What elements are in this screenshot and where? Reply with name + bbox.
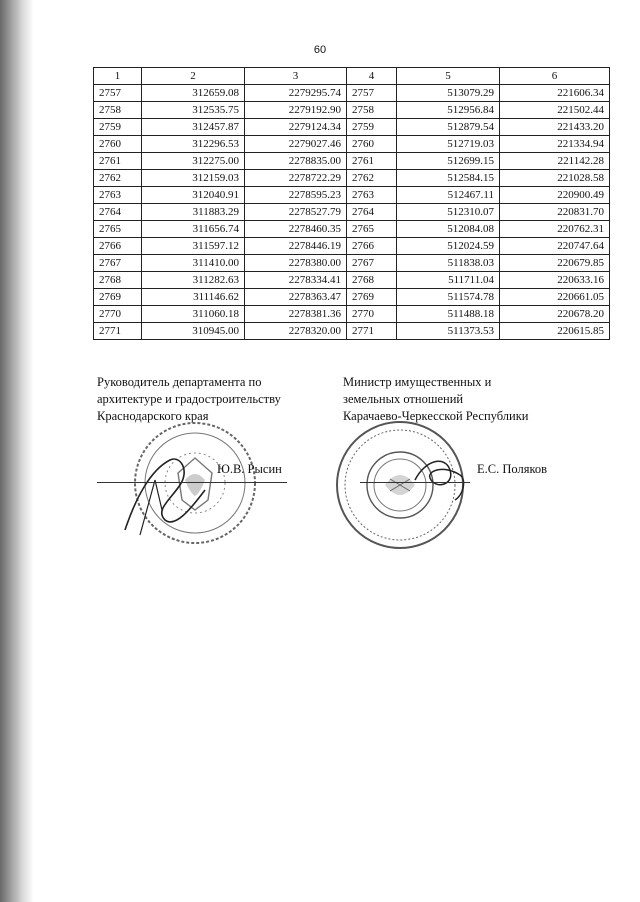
table-cell: 311060.18 <box>142 306 245 323</box>
table-cell: 2766 <box>347 238 397 255</box>
table-cell: 2768 <box>347 272 397 289</box>
table-cell: 2278381.36 <box>245 306 347 323</box>
coordinates-table <box>93 67 610 340</box>
table-body <box>94 85 610 340</box>
table-cell: 511373.53 <box>397 323 500 340</box>
table-cell: 511488.18 <box>397 306 500 323</box>
table-row <box>94 85 610 102</box>
table-cell: 220633.16 <box>500 272 610 289</box>
right-handwritten-signature <box>405 440 475 510</box>
scan-edge-shadow <box>0 0 34 902</box>
table-cell: 2764 <box>94 204 142 221</box>
table-cell: 2278334.41 <box>245 272 347 289</box>
table-cell: 2771 <box>94 323 142 340</box>
table-cell: 312296.53 <box>142 136 245 153</box>
table-cell: 2278527.79 <box>245 204 347 221</box>
table-cell: 511711.04 <box>397 272 500 289</box>
table-cell: 310945.00 <box>142 323 245 340</box>
table-cell: 2766 <box>94 238 142 255</box>
table-cell: 2758 <box>94 102 142 119</box>
table-cell: 512467.11 <box>397 187 500 204</box>
table-cell: 2771 <box>347 323 397 340</box>
table-cell: 311656.74 <box>142 221 245 238</box>
table-cell: 513079.29 <box>397 85 500 102</box>
right-signatory-name: Е.С. Поляков <box>477 462 548 476</box>
left-handwritten-signature <box>110 440 230 540</box>
table-cell: 221502.44 <box>500 102 610 119</box>
table-row <box>94 255 610 272</box>
table-cell: 220678.20 <box>500 306 610 323</box>
table-row <box>94 153 610 170</box>
table-cell: 2278722.29 <box>245 170 347 187</box>
table-row <box>94 170 610 187</box>
table-cell: 2279027.46 <box>245 136 347 153</box>
table-cell: 2278380.00 <box>245 255 347 272</box>
table-cell: 2279192.90 <box>245 102 347 119</box>
table-cell: 2278835.00 <box>245 153 347 170</box>
table-cell: 2758 <box>347 102 397 119</box>
table-row <box>94 221 610 238</box>
table-cell: 311410.00 <box>142 255 245 272</box>
table-row <box>94 272 610 289</box>
left-signature-line <box>97 482 287 483</box>
table-cell: 312457.87 <box>142 119 245 136</box>
column-header-1: 1 <box>94 68 142 85</box>
table-cell: 512584.15 <box>397 170 500 187</box>
column-header-2: 2 <box>142 68 245 85</box>
table-cell: 2770 <box>94 306 142 323</box>
table-row <box>94 289 610 306</box>
right-title-line: Министр имущественных и <box>343 375 492 389</box>
table-row <box>94 204 610 221</box>
table-cell: 2765 <box>94 221 142 238</box>
table-cell: 2278446.19 <box>245 238 347 255</box>
table-cell: 2759 <box>94 119 142 136</box>
table-row <box>94 187 610 204</box>
table-cell: 220900.49 <box>500 187 610 204</box>
table-cell: 512879.54 <box>397 119 500 136</box>
table-cell: 2761 <box>94 153 142 170</box>
table-cell: 221028.58 <box>500 170 610 187</box>
left-signatory-name: Ю.В. Рысин <box>217 462 282 476</box>
right-signature-line <box>360 482 470 483</box>
table-cell: 312040.91 <box>142 187 245 204</box>
table-cell: 511574.78 <box>397 289 500 306</box>
table-cell: 2768 <box>94 272 142 289</box>
table-cell: 2762 <box>94 170 142 187</box>
table-row <box>94 102 610 119</box>
table-cell: 2769 <box>347 289 397 306</box>
column-header-4: 4 <box>347 68 397 85</box>
table-row <box>94 323 610 340</box>
table-cell: 2278595.23 <box>245 187 347 204</box>
page-number: 60 <box>313 44 327 56</box>
table-cell: 2763 <box>94 187 142 204</box>
table-cell: 2278363.47 <box>245 289 347 306</box>
table-cell: 2762 <box>347 170 397 187</box>
table-cell: 511838.03 <box>397 255 500 272</box>
table-cell: 512956.84 <box>397 102 500 119</box>
table-cell: 2767 <box>347 255 397 272</box>
left-title-line: Руководитель департамента по <box>97 375 262 389</box>
table-cell: 2767 <box>94 255 142 272</box>
column-header-5: 5 <box>397 68 500 85</box>
table-cell: 2769 <box>94 289 142 306</box>
table-cell: 220661.05 <box>500 289 610 306</box>
table-cell: 2764 <box>347 204 397 221</box>
table-cell: 512699.15 <box>397 153 500 170</box>
right-title-line: земельных отношений <box>343 392 464 406</box>
table-cell: 220679.85 <box>500 255 610 272</box>
table-cell: 311597.12 <box>142 238 245 255</box>
table-cell: 2763 <box>347 187 397 204</box>
table-cell: 2278460.35 <box>245 221 347 238</box>
table-header-row <box>94 68 610 85</box>
table-cell: 311282.63 <box>142 272 245 289</box>
table-cell: 2279124.34 <box>245 119 347 136</box>
table-cell: 221433.20 <box>500 119 610 136</box>
table-cell: 512719.03 <box>397 136 500 153</box>
left-title-line: архитектуре и градостроительству <box>97 392 281 406</box>
table-cell: 2278320.00 <box>245 323 347 340</box>
table-cell: 221334.94 <box>500 136 610 153</box>
table-row <box>94 119 610 136</box>
table-cell: 2761 <box>347 153 397 170</box>
table-cell: 512024.59 <box>397 238 500 255</box>
table-cell: 312159.03 <box>142 170 245 187</box>
table-row <box>94 136 610 153</box>
table-cell: 2757 <box>347 85 397 102</box>
table-cell: 220831.70 <box>500 204 610 221</box>
table-cell: 220615.85 <box>500 323 610 340</box>
table-cell: 312659.08 <box>142 85 245 102</box>
table-cell: 2770 <box>347 306 397 323</box>
table-cell: 311883.29 <box>142 204 245 221</box>
table-cell: 2765 <box>347 221 397 238</box>
table-row <box>94 238 610 255</box>
table-cell: 221142.28 <box>500 153 610 170</box>
table-cell: 2760 <box>347 136 397 153</box>
column-header-3: 3 <box>245 68 347 85</box>
column-header-6: 6 <box>500 68 610 85</box>
left-title-line: Краснодарского края <box>97 409 209 423</box>
table-cell: 512310.07 <box>397 204 500 221</box>
table-cell: 2759 <box>347 119 397 136</box>
table-row <box>94 306 610 323</box>
table-cell: 312275.00 <box>142 153 245 170</box>
table-cell: 2279295.74 <box>245 85 347 102</box>
table-cell: 220762.31 <box>500 221 610 238</box>
table-cell: 512084.08 <box>397 221 500 238</box>
right-title-line: Карачаево-Черкесской Республики <box>343 409 529 423</box>
table-cell: 220747.64 <box>500 238 610 255</box>
table-cell: 311146.62 <box>142 289 245 306</box>
table-cell: 2757 <box>94 85 142 102</box>
table-cell: 2760 <box>94 136 142 153</box>
table-cell: 221606.34 <box>500 85 610 102</box>
table-cell: 312535.75 <box>142 102 245 119</box>
